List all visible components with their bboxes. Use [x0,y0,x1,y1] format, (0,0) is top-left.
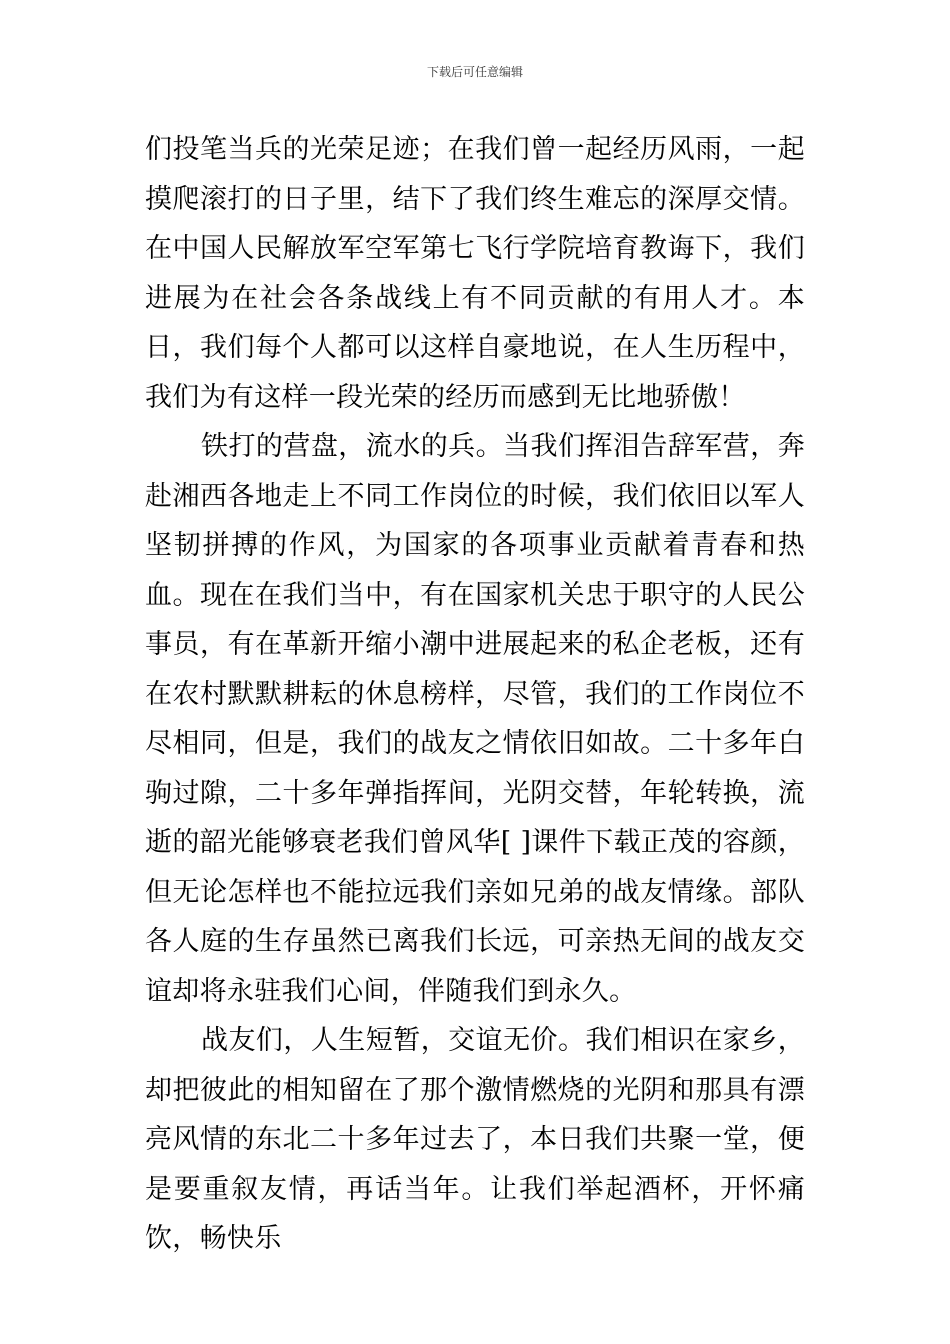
paragraph-2: 铁打的营盘，流水的兵。当我们挥泪告辞军营，奔赴湘西各地走上不同工作岗位的时候，我们依旧以军人坚韧拼搏的作风，为国家的各项事业贡献着青春和热血。现在在我们当中，有在国家机关忠于职守的人民公事员，有在革新开缩小潮中进展起来的私企老板，还有在农村默默耕耘的休息榜样，尽管，我们的工作岗位不尽相同，但是，我们的战友之情依旧如故。二十多年白驹过隙，二十多年弹指挥间，光阴交替，年轮转换，流逝的韶光能够衰老我们曾风华[ ]课件下载正茂的容颜，但无论怎样也不能拉远我们亲如兄弟的战友情缘。部队各人庭的生存虽然已离我们长远，可亲热无间的战友交谊却将永驻我们心间，伴随我们到永久。 [145,431,805,1007]
paragraph-3: 战友们，人生短暂，交谊无价。我们相识在家乡，却把彼此的相知留在了那个激情燃烧的光阴和那具有漂亮风情的东北二十多年过去了，本日我们共聚一堂，便是要重叙友情，再话当年。让我们举起酒杯，开怀痛饮，畅快乐 [145,1025,805,1254]
page-header: 下载后可任意编辑 [426,65,523,79]
paragraph-1: 们投笔当兵的光荣足迹；在我们曾一起经历风雨，一起摸爬滚打的日子里，结下了我们终生难忘的深厚交情。在中国人民解放军空军第七飞行学院培育教诲下，我们进展为在社会各条战线上有不同贡献的有用人才。本日，我们每个人都可以这样自豪地说，在人生历程中，我们为有这样一段光荣的经历而感到无比地骄傲！ [145,134,805,413]
body-text [145,125,805,1264]
